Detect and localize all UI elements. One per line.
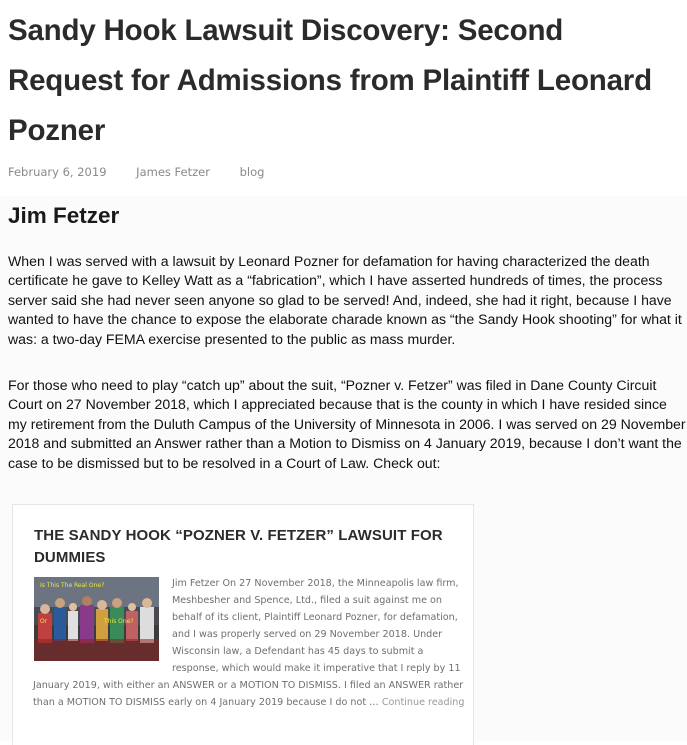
thumb-caption-mid: Or (40, 618, 48, 625)
paragraph-1: When I was served with a lawsuit by Leonard Pozner for defamation for having characterized the death certificate he gave to Kelley Watt as a “fabrication”, which I have asserted hundreds of times, the process server said she had never seen anyone so glad to be served! And, indeed, she had it right, because I have wanted to have the chance to expose the elaborate charade known as “the Sandy Hook shooting” for what it was: a two-day FEMA exercise presented to the public as mass murder. (8, 253, 682, 347)
embedded-post-card[interactable] (12, 504, 474, 745)
author-heading: Jim Fetzer (8, 203, 120, 228)
post-author-link[interactable]: James Fetzer (136, 165, 210, 179)
excerpt-text: Jim Fetzer On 27 November 2018, the Minneapolis law firm, Meshbesher and Spence, Ltd., filed a suit against me on behalf of its client, Plaintiff Leonard Pozner, for defamation, and I was properly served on 29 November 2018. Under Wisconsin law, a Defendant has 45 days to submit a response, which would make it imperative that I reply by 11 January 2019, with either an ANSWER or a MOTION TO DISMISS. I filed an ANSWER rather than a MOTION TO DISMISS early on 4 January 2019 because I do not … (33, 578, 464, 708)
paragraph-2: For those who need to play “catch up” about the suit, “Pozner v. Fetzer” was filed in Dane County Circuit Court on 27 November 2018, which I appreciated because that is the county in which I have resided since my retirement from the Duluth Campus of the University of Minnesota in 2006. I was served on 29 November 2018 and submitted an Answer rather than a Motion to Dismiss on 4 January 2019, because I don’t want the case to be dismissed but to be resolved in a Court of Law. Check out: (8, 377, 686, 471)
post-content (0, 196, 687, 741)
post-category-link[interactable]: blog (239, 165, 265, 179)
thumb-caption-bot: This One? (104, 618, 134, 625)
continue-reading-link[interactable]: Continue reading (381, 697, 465, 708)
post-meta (8, 165, 264, 179)
post-title: Sandy Hook Lawsuit Discovery: Second Request for Admissions from Plaintiff Leonard Pozner (8, 14, 652, 147)
embedded-post-title[interactable]: THE SANDY HOOK “POZNER V. FETZER” LAWSUIT FOR DUMMIES (34, 527, 443, 566)
embedded-post-excerpt (33, 575, 468, 711)
post-date-link[interactable]: February 6, 2019 (8, 165, 107, 179)
thumb-caption-top: Is This The Real One? (40, 582, 105, 589)
